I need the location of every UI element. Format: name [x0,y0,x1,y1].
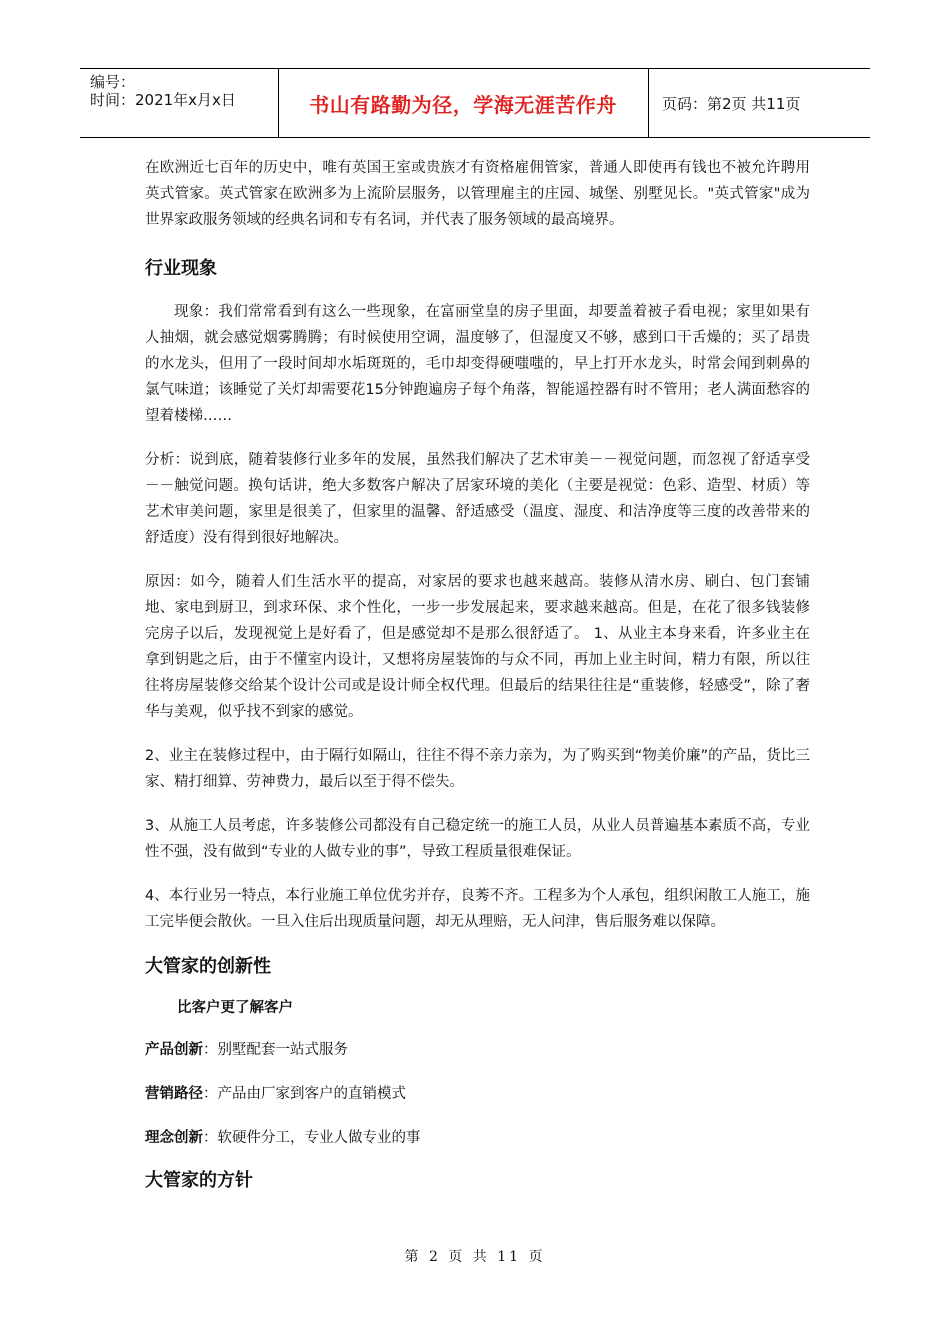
analysis-paragraph: 分析：说到底，随着装修行业多年的发展，虽然我们解决了艺术审美－－视觉问题，而忽视了舒适享受－－触觉问题。换句话讲，绝大多数客户解决了居家环境的美化（主要是视觉：色彩、造型、材质）等艺术审美问题，家里是很美了，但家里的温馨、舒适感受（温度、湿度、和洁净度等三度的改善带来的舒适度）没有得到很好地解决。 [145,452,810,546]
header-meta [80,69,279,137]
section-title-industry: 行业现象 [145,258,217,279]
point-3-paragraph: 3、从施工人员考虑，许多装修公司都没有自己稳定统一的施工人员，从业人员普遍基本素质不高，专业性不强，没有做到“专业的人做专业的事”，导致工程质量很难保证。 [145,818,810,860]
page-footer: 第 2 页 共 11 页 [404,1249,546,1265]
marketing-path-label: 营销路径 [145,1086,203,1102]
time-label: 时间：2021年x月x日 [90,91,236,109]
point-4-paragraph: 4、本行业另一特点，本行业施工单位优劣并存，良莠不齐。工程多为个人承包，组织闲散工人施工，施工完毕便会散伙。一旦入住后出现质量问题，却无从理赔，无人问津，售后服务难以保障。 [145,888,810,930]
marketing-path-text: ：产品由厂家到客户的直销模式 [203,1086,406,1102]
concept-innovation-text: ：软硬件分工，专业人做专业的事 [203,1130,421,1146]
header-page-cell [648,69,870,137]
innovation-subtitle: 比客户更了解客户 [177,1000,293,1016]
intro-paragraph: 在欧洲近七百年的历史中，唯有英国王室或贵族才有资格雇佣管家，普通人即使再有钱也不被允许聘用英式管家。英式管家在欧洲多为上流阶层服务，以管理雇主的庄园、城堡、别墅见长。"英式管家"成为世界家政服务领域的经典名词和专有名词，并代表了服务领域的最高境界。 [145,160,810,228]
section-title-innovation: 大管家的创新性 [145,956,271,977]
concept-innovation-label: 理念创新 [145,1130,203,1146]
section-title-policy: 大管家的方针 [145,1170,253,1191]
number-label: 编号： [90,73,136,91]
page-info: 页码：第2页 共11页 [662,94,801,113]
point-2-paragraph: 2、业主在装修过程中，由于隔行如隔山，往往不得不亲力亲为，为了购买到“物美价廉”的产品，货比三家、精打细算、劳神费力，最后以至于得不偿失。 [145,748,810,790]
phenomenon-paragraph: 现象：我们常常看到有这么一些现象，在富丽堂皇的房子里面，却要盖着被子看电视；家里如果有人抽烟，就会感觉烟雾腾腾；有时候使用空调，温度够了，但湿度又不够，感到口干舌燥的；买了昂贵的水龙头，但用了一段时间却水垢斑斑的，毛巾却变得硬嗤嗤的，早上打开水龙头，时常会闻到刺鼻的氯气味道；该睡觉了关灯却需要花15分钟跑遍房子每个角落，智能遥控器有时不管用；老人满面愁容的望着楼梯…… [145,304,810,424]
header-motto-cell [278,69,649,137]
marketing-path-line [145,1081,810,1107]
product-innovation-line [145,1037,810,1063]
product-innovation-label: 产品创新 [145,1042,203,1058]
reason-paragraph: 原因：如今，随着人们生活水平的提高，对家居的要求也越来越高。装修从清水房、刷白、包门套铺地、家电到厨卫，到求环保、求个性化，一步一步发展起来，要求越来越高。但是，在花了很多钱装修完房子以后，发现视觉上是好看了，但是感觉却不是那么很舒适了。 1、从业主本身来看，许多业主在拿到钥匙之后，由于不懂室内设计，又想将房屋装饰的与众不同，再加上业主时间，精力有限，所以往往将房屋装修交给某个设计公司或是设计师全权代理。但最后的结果往往是“重装修，轻感受”，除了奢华与美观，似乎找不到家的感觉。 [145,574,810,720]
document-body [145,155,810,1195]
concept-innovation-line [145,1125,810,1151]
motto: 书山有路勤为径，学海无涯苦作舟 [309,92,617,117]
page-header [80,68,870,138]
product-innovation-text: ：别墅配套一站式服务 [203,1042,348,1058]
